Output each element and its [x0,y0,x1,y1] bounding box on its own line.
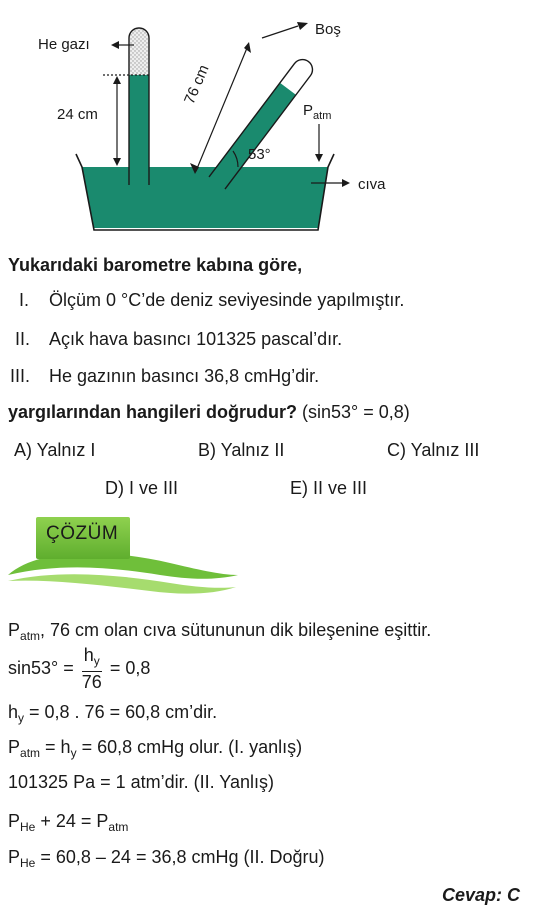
patm-label: $P_{atm}$ [303,102,332,122]
vertical-tube-mercury [129,75,149,185]
solution-line-2: sin53° = $\frac{h_y}{76}$ = 0,8 [8,645,151,692]
basin-mercury [82,167,328,228]
question-prompt: yargılarından hangileri doğrudur? (sin53° = 0,8) [8,402,410,422]
he-gas-region [129,28,149,75]
option-a[interactable]: A) Yalnız I [14,440,96,460]
statement-3: He gazının basıncı 36,8 cmHg’dir. [49,366,320,386]
civa-label: cıva [358,176,386,193]
solution-line-6: $P_{He} + 24 = P_{atm}$ [8,811,129,834]
option-e[interactable]: E) II ve III [290,478,368,498]
solution-line-7: $P_{He} = 60,8 - 24 = 36,8$ cmHg (II. Doğru) [8,847,325,870]
bos-arrow [262,26,298,38]
solution-line-5: 101325 Pa = 1 atm’dir. (II. Yanlış) [8,772,274,792]
solution-line-4: $P_{atm} = h_y = 60,8$ cmHg olur. (I. yanlış) [8,737,303,760]
question-intro: Yukarıdaki barometre kabına göre, [8,255,303,275]
solution-header: ÇÖZÜM [46,523,119,544]
statement-2: Açık hava basıncı 101325 pascal’dır. [49,329,343,349]
bos-label: Boş [315,21,341,38]
option-c[interactable]: C) Yalnız III [387,440,480,460]
option-b[interactable]: B) Yalnız II [198,440,285,460]
he-gas-label: He gazı [38,36,90,53]
height-label: 24 cm [57,106,98,123]
statement-3-num: III. [10,366,31,386]
statement-2-num: II. [15,329,31,349]
statement-1-num: I. [19,290,30,310]
tube-length-label: 76 cm [181,62,213,107]
answer-label: Cevap: C [442,885,521,905]
statement-1: Ölçüm 0 °C’de deniz seviyesinde yapılmıştır. [49,290,405,310]
solution-line-1: $P_{atm}$, 76 cm olan cıva sütununun dik bileşenine eşittir. [8,620,432,643]
solution-line-3: $h_y = 0,8$ . 76 = 60,8 cm’dir. [8,702,218,725]
angle-label: 53° [248,146,271,163]
option-d[interactable]: D) I ve III [105,478,179,498]
